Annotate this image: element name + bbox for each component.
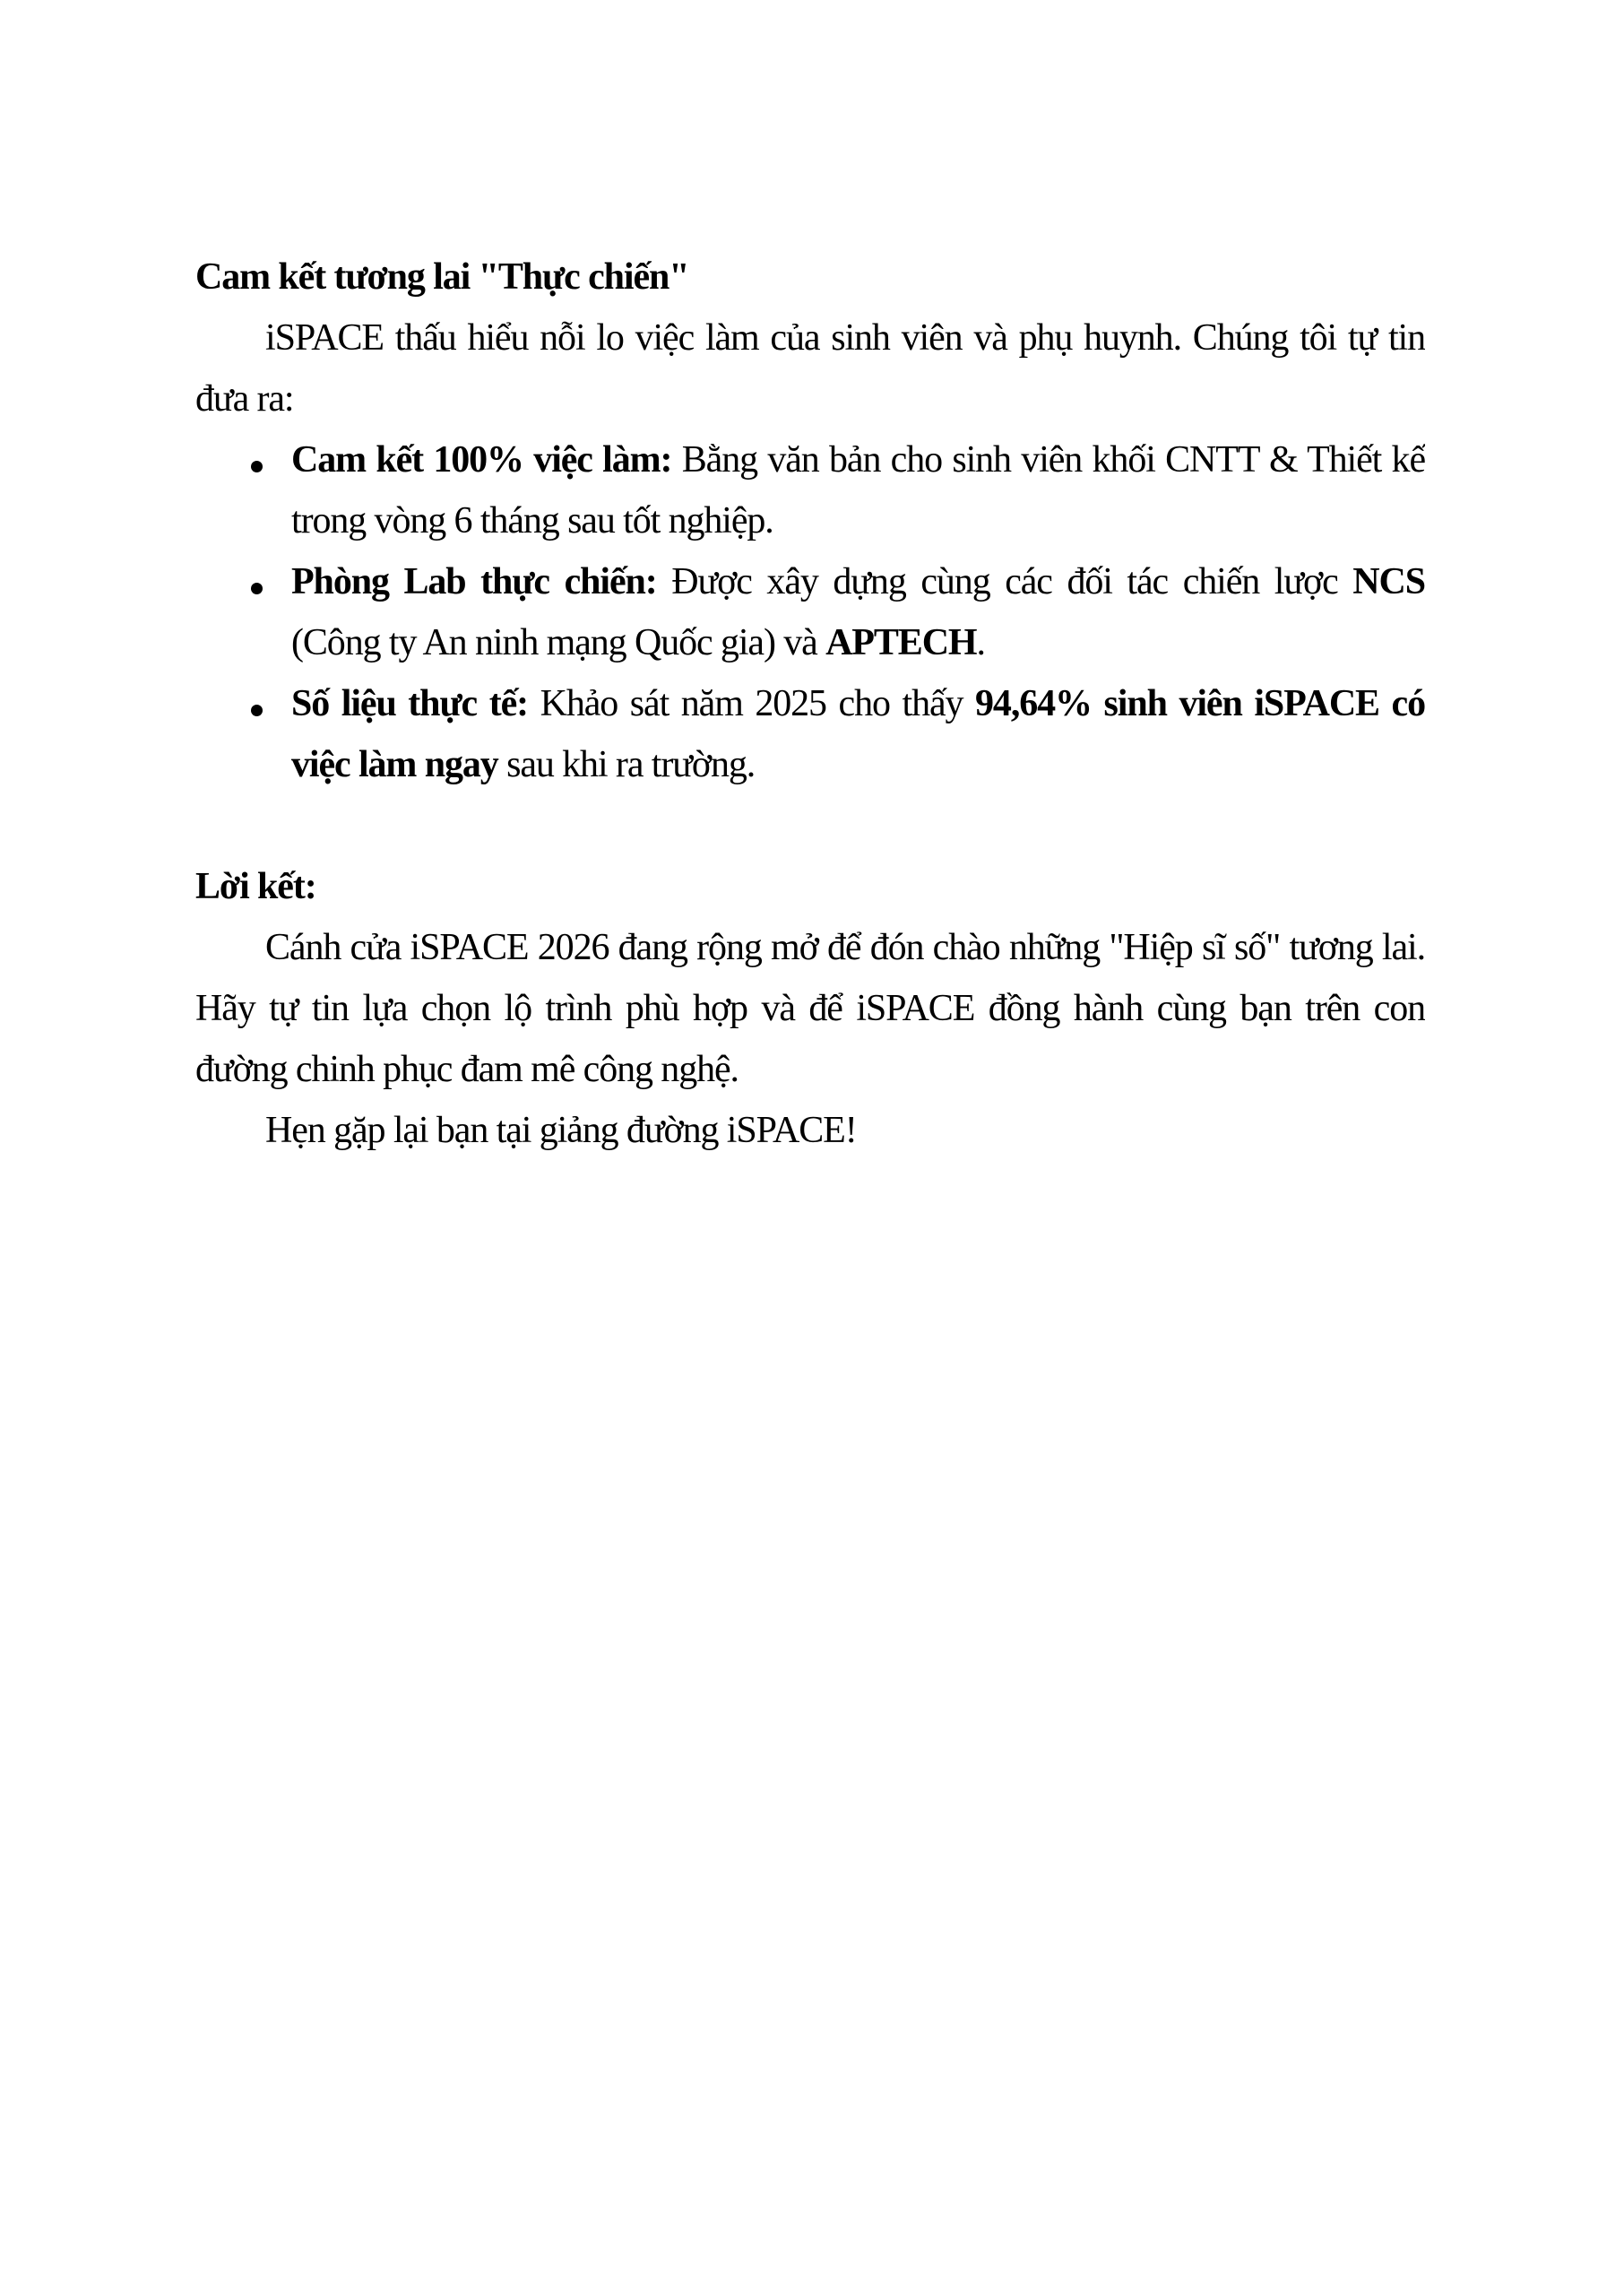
text-segment: Bằng văn bản cho sinh viên khối CNTT & Thiết kế [671, 439, 1425, 481]
text-segment: Khảo sát năm 2025 cho thấy [528, 683, 976, 724]
bullet-line [291, 673, 1425, 734]
document-content [195, 247, 1425, 1161]
text-segment-bold: NCS [1352, 561, 1425, 602]
heading-closing: Lời kết: [195, 866, 316, 907]
text-segment: . [976, 622, 985, 663]
bullet-line [291, 551, 1425, 612]
bullet-label: Số liệu thực tế: [291, 683, 529, 724]
intro-line-1: iSPACE thấu hiểu nỗi lo việc làm của sinh viên và phụ huynh. Chúng tôi tự tin [265, 317, 1425, 359]
text-segment-bold: 94,64% sinh viên iSPACE có [975, 683, 1425, 724]
text-segment-bold: việc làm ngay [291, 744, 498, 785]
heading-commitment: Cam kết tương lai "Thực chiến" [195, 256, 689, 298]
bullet-label: Phòng Lab thực chiến: [291, 561, 657, 602]
bullet-item-statistics [195, 673, 1425, 795]
bullet-line [291, 490, 1425, 551]
bullet-line [291, 429, 1425, 490]
bullet-item-lab [195, 551, 1425, 673]
closing-line-2: Hãy tự tin lựa chọn lộ trình phù hợp và để iSPACE đồng hành cùng bạn trên con [195, 988, 1425, 1029]
bullet-line [291, 612, 1425, 673]
text-segment: sau khi ra trường. [497, 744, 756, 785]
text-segment: Được xây dựng cùng các đối tác chiến lược [656, 561, 1353, 602]
bullet-icon [251, 461, 263, 472]
closing-line-1: Cánh cửa iSPACE 2026 đang rộng mở để đón chào những "Hiệp sĩ số" tương lai. [265, 927, 1425, 968]
bullet-line [291, 734, 1425, 795]
bullet-list [195, 429, 1425, 795]
text-segment-bold: APTECH [825, 622, 977, 663]
farewell-line: Hẹn gặp lại bạn tại giảng đường iSPACE! [265, 1110, 857, 1151]
text-segment: (Công ty An ninh mạng Quốc gia) và [291, 622, 826, 663]
closing-line-3: đường chinh phục đam mê công nghệ. [195, 1049, 739, 1090]
text-segment: trong vòng 6 tháng sau tốt nghiệp. [291, 500, 773, 541]
bullet-label: Cam kết 100% việc làm: [291, 439, 672, 481]
intro-line-2: đưa ra: [195, 378, 294, 420]
bullet-icon [251, 705, 263, 716]
bullet-icon [251, 583, 263, 594]
bullet-item-job-commitment [195, 429, 1425, 551]
